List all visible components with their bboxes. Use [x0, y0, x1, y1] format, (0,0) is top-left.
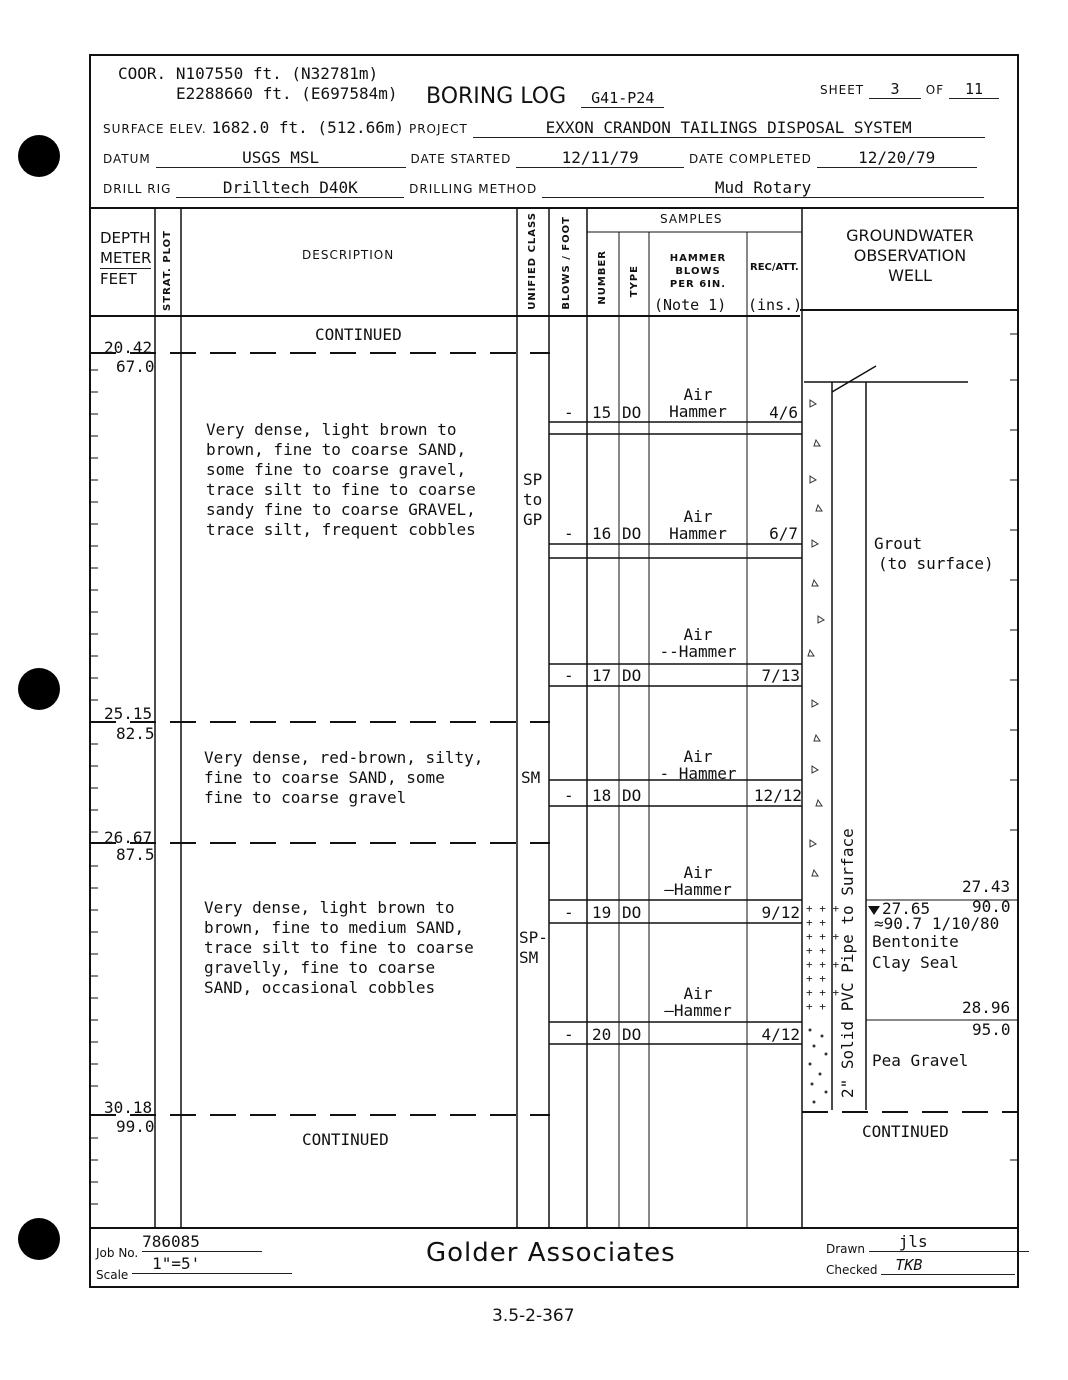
- unified-class: SM: [521, 768, 541, 787]
- gw-label-1: GROUNDWATER: [846, 226, 974, 245]
- project-value: EXXON CRANDON TAILINGS DISPOSAL SYSTEM: [473, 118, 985, 138]
- datum-row: [103, 148, 977, 168]
- sample-recovery: 12/12: [753, 786, 802, 805]
- datum-value: USGS MSL: [156, 148, 406, 168]
- coor-northing: N107550 ft. (N32781m): [175, 64, 379, 83]
- continued-top: CONTINUED: [315, 325, 402, 344]
- page-number: 3.5-2-367: [492, 1306, 575, 1326]
- hammer-label-2: BLOWS: [675, 266, 721, 277]
- water-level-feet: 90.7: [883, 914, 923, 933]
- job-number: 786085: [142, 1232, 262, 1252]
- depth-meter: 25.15: [104, 704, 153, 723]
- continued-bottom: CONTINUED: [302, 1130, 389, 1149]
- pea-gravel-label: Pea Gravel: [872, 1051, 969, 1070]
- job-label: Job No.: [96, 1246, 139, 1260]
- form-title: [426, 84, 664, 109]
- sample-number: 18: [592, 786, 612, 805]
- sample-hammer: Air Hammer: [669, 385, 727, 421]
- title-text: BORING LOG: [426, 84, 567, 109]
- water-level-date: 1/10/80: [931, 914, 1000, 933]
- grout-label: Grout: [874, 534, 923, 553]
- clay-seal-label: Clay Seal: [872, 953, 959, 972]
- sample-type: DO: [622, 403, 642, 422]
- surface-elev-value: 1682.0 ft. (512.66m): [211, 118, 405, 137]
- unified-class: SP- SM: [519, 928, 548, 967]
- hammer-label-1: HAMMER: [669, 253, 727, 264]
- stratum-description: Very dense, light brown to brown, fine to medium SAND, trace silt to fine to coarse gravelly, fine to coarse SAND, occasional cobbles: [204, 898, 474, 997]
- svg-text:+ + +: + + +: [806, 958, 840, 971]
- sample-type: DO: [622, 524, 642, 543]
- sheet-label: SHEET: [820, 83, 865, 97]
- sample-recovery: 6/7: [769, 524, 798, 543]
- stratum-description: Very dense, light brown to brown, fine to coarse SAND, some fine to coarse gravel, trace silt to fine to coarse sandy fine to coarse GRAVEL, trace silt, frequent cobbles: [206, 420, 476, 539]
- svg-text:+ +: + +: [806, 1000, 826, 1013]
- gw-label-2: OBSERVATION: [853, 246, 967, 265]
- seal-top-meter: 27.43: [962, 877, 1011, 896]
- checked-label: Checked: [826, 1263, 878, 1277]
- svg-text:+ +: + +: [806, 944, 826, 957]
- sample-number: 20: [592, 1025, 612, 1044]
- date-completed-value: 12/20/79: [817, 148, 977, 168]
- sheet-number: 3: [869, 80, 921, 99]
- drilling-method-value: Mud Rotary: [542, 178, 984, 198]
- seal-top-feet: 90.0: [972, 897, 1011, 916]
- sample-hammer: Air --Hammer: [659, 625, 737, 661]
- depth-feet: 67.0: [116, 357, 155, 376]
- log-id: G41-P24: [581, 89, 664, 108]
- sample-type: DO: [622, 786, 642, 805]
- drawn-row: [826, 1232, 1029, 1258]
- sample-number: 16: [592, 524, 612, 543]
- pvc-pipe-label: 2" Solid PVC Pipe to Surface: [838, 828, 857, 1098]
- of-label: OF: [925, 83, 945, 97]
- sample-blows: -: [564, 1025, 574, 1044]
- samples-header: SAMPLES: [660, 212, 723, 226]
- sample-blows: -: [564, 666, 574, 685]
- sample-type: DO: [622, 1025, 642, 1044]
- scale-label: Scale: [96, 1268, 129, 1282]
- depth-header: [100, 228, 151, 289]
- scale-row: [96, 1254, 292, 1284]
- depth-meter: 30.18: [104, 1098, 153, 1117]
- checked-initials: TKB: [881, 1256, 1015, 1275]
- drill-rig-label: DRILL RIG: [103, 182, 172, 196]
- sample-blows: -: [564, 786, 574, 805]
- depth-label: DEPTH: [100, 229, 151, 247]
- unified-class: SP to GP: [523, 470, 543, 529]
- gw-label-3: WELL: [888, 266, 932, 285]
- sample-number: 15: [592, 403, 612, 422]
- grout-note: (to surface): [878, 554, 994, 573]
- drawn-label: Drawn: [826, 1242, 865, 1256]
- svg-text:+ + +: + + +: [806, 930, 840, 943]
- surface-elev-label: SURFACE ELEV.: [103, 122, 207, 136]
- coor-easting: E2288660 ft. (E697584m): [176, 84, 398, 103]
- depth-meter: 26.67: [104, 828, 153, 847]
- svg-text:+ + +: + + +: [806, 986, 840, 999]
- sample-type: DO: [622, 903, 642, 922]
- sample-blows: -: [564, 524, 574, 543]
- hammer-header: [652, 252, 744, 291]
- drilling-method-label: DRILLING METHOD: [409, 182, 538, 196]
- hammer-note: (Note 1): [654, 296, 727, 314]
- sample-hammer: Air Hammer: [669, 507, 727, 543]
- hammer-label-3: PER 6IN.: [669, 279, 727, 290]
- depth-meter: 20.42: [104, 338, 153, 357]
- strat-plot-header: STRAT. PLOT: [162, 230, 173, 311]
- unified-class-header: UNIFIED CLASS: [527, 212, 538, 310]
- scale-value: 1"=5': [132, 1254, 292, 1274]
- sheet-total: 11: [949, 80, 999, 99]
- stratum-description: Very dense, red-brown, silty, fine to coarse SAND, some fine to coarse gravel: [204, 748, 484, 807]
- checked-row: [826, 1256, 1015, 1279]
- sample-hammer: Air —Hammer: [664, 863, 732, 899]
- sample-recovery: 4/6: [769, 403, 798, 422]
- sample-number: 17: [592, 666, 612, 685]
- sample-recovery: 4/12: [761, 1025, 800, 1044]
- rec-units: (ins.): [748, 296, 803, 314]
- depth-feet: 99.0: [116, 1117, 155, 1136]
- bentonite-label: Bentonite: [872, 932, 959, 951]
- svg-text:+ +: + +: [806, 916, 826, 929]
- number-header: NUMBER: [597, 250, 608, 305]
- blows-foot-header: BLOWS / FOOT: [561, 216, 572, 310]
- drawn-initials: jls: [869, 1232, 1029, 1252]
- svg-text:+ +: + +: [806, 972, 826, 985]
- water-level-meter: 27.65: [882, 899, 931, 918]
- coor-label: COOR.: [118, 64, 167, 83]
- continued-well: CONTINUED: [862, 1122, 949, 1141]
- depth-feet: 87.5: [116, 845, 155, 864]
- project-label: PROJECT: [408, 122, 468, 136]
- date-started-value: 12/11/79: [516, 148, 684, 168]
- rec-att-header: REC/ATT.: [750, 262, 799, 273]
- coordinates: [118, 64, 378, 83]
- svg-text:+ + +: + + +: [806, 902, 840, 915]
- sample-hammer: Air —Hammer: [664, 984, 732, 1020]
- sample-hammer: Air - Hammer: [659, 747, 737, 783]
- groundwater-header: [830, 226, 990, 286]
- depth-feet: 82.5: [116, 724, 155, 743]
- date-started-label: DATE STARTED: [410, 152, 512, 166]
- drill-rig-row: [103, 178, 984, 198]
- sample-recovery: 9/12: [761, 903, 800, 922]
- drill-rig-value: Drilltech D40K: [176, 178, 404, 198]
- sample-blows: -: [564, 403, 574, 422]
- water-level-row: ≈90.7 1/10/80: [874, 914, 1000, 933]
- sample-type: DO: [622, 666, 642, 685]
- meter-label: METER: [100, 249, 152, 267]
- sheet-info: [820, 80, 999, 99]
- seal-bottom-meter: 28.96: [962, 998, 1011, 1017]
- description-header: DESCRIPTION: [302, 248, 395, 262]
- sample-blows: -: [564, 903, 574, 922]
- sample-number: 19: [592, 903, 612, 922]
- company-name: Golder Associates: [426, 1238, 676, 1268]
- sample-recovery: 7/13: [761, 666, 800, 685]
- date-completed-label: DATE COMPLETED: [688, 152, 812, 166]
- seal-bottom-feet: 95.0: [972, 1020, 1011, 1039]
- feet-label: FEET: [100, 270, 137, 288]
- surface-elev-row: [103, 118, 985, 138]
- type-header: TYPE: [629, 265, 640, 298]
- datum-label: DATUM: [103, 152, 151, 166]
